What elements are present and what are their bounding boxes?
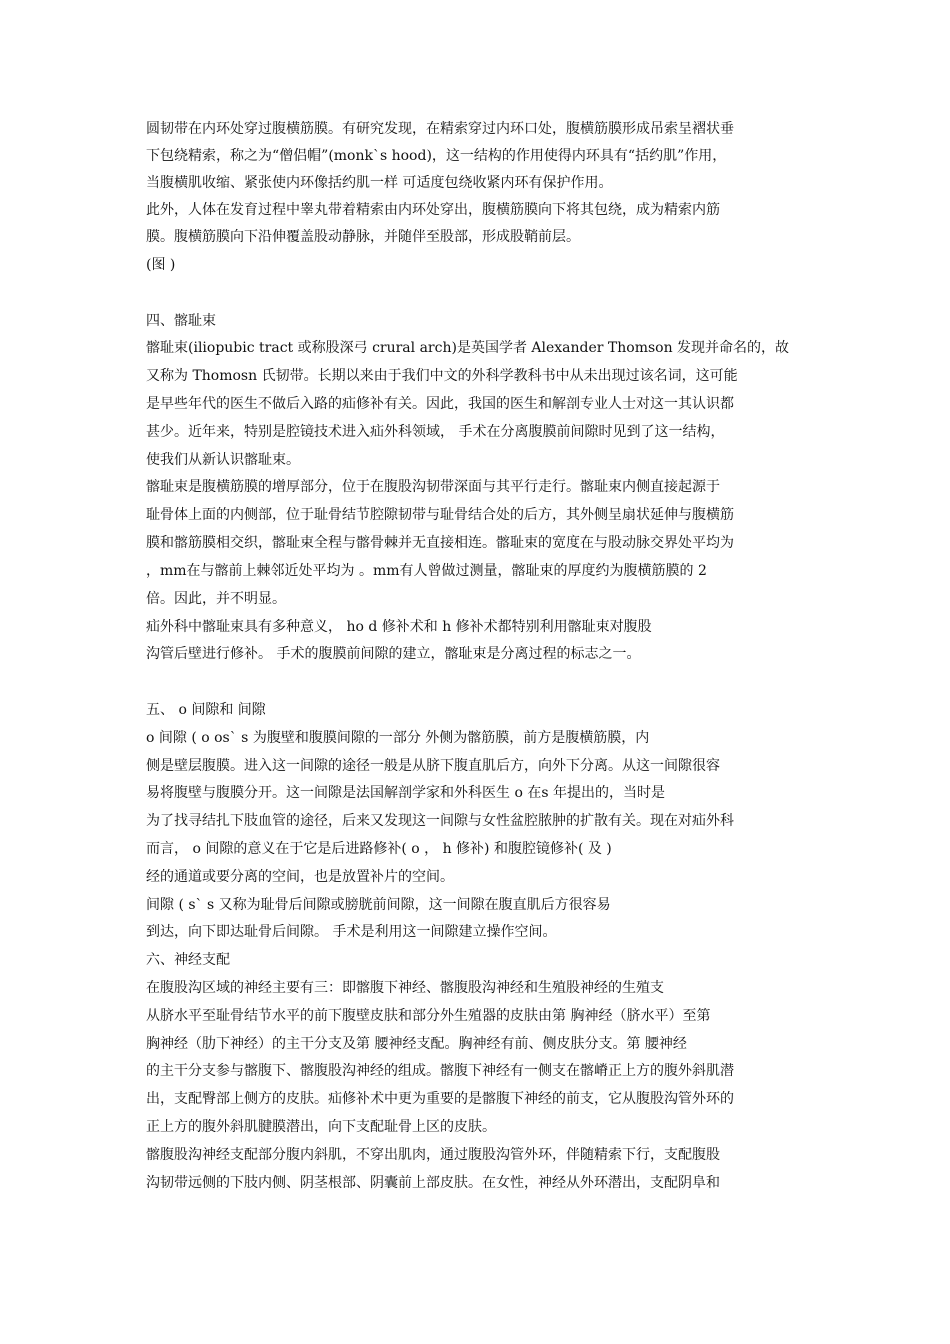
- paragraph-line: 在腹股沟区域的神经主要有三：即髂腹下神经、髂腹股沟神经和生殖股神经的生殖支: [146, 980, 664, 996]
- paragraph-line: 胸神经（肋下神经）的主干分支及第 腰神经支配。胸神经有前、侧皮肤分支。第 腰神经: [146, 1036, 687, 1052]
- paragraph-line: 膜和髂筋膜相交织，髂耻束全程与髂骨棘并无直接相连。髂耻束的宽度在与股动脉交界处平均为: [146, 535, 734, 551]
- section-heading: 五、 o 间隙和 间隙: [146, 702, 266, 718]
- paragraph-line: 为了找寻结扎下肢血管的途径，后来又发现这一间隙与女性盆腔脓肿的扩散有关。现在对疝外科: [146, 813, 734, 829]
- paragraph-line: 正上方的腹外斜肌腱膜潜出，向下支配耻骨上区的皮肤。: [146, 1119, 496, 1135]
- paragraph-line: ，mm在与髂前上棘邻近处平均为 。mm有人曾做过测量，髂耻束的厚度约为腹横筋膜的 2: [146, 563, 707, 579]
- paragraph-line: 到达，向下即达耻骨后间隙。 手术是利用这一间隙建立操作空间。: [146, 924, 557, 940]
- paragraph-line: 疝外科中髂耻束具有多种意义， ho d 修补术和 h 修补术都特别利用髂耻束对腹股: [146, 619, 652, 635]
- paragraph-line: 侧是壁层腹膜。进入这一间隙的途径一般是从脐下腹直肌后方，向外下分离。从这一间隙很容: [146, 758, 720, 774]
- paragraph-line: 膜。腹横筋膜向下沿伸覆盖股动静脉，并随伴至股部，形成股鞘前层。: [146, 229, 580, 245]
- paragraph-line: 倍。因此，并不明显。: [146, 591, 286, 607]
- paragraph-line: 出，支配臀部上侧方的皮肤。疝修补术中更为重要的是髂腹下神经的前支，它从腹股沟管外环的: [146, 1091, 734, 1107]
- paragraph-line: 髂耻束是腹横筋膜的增厚部分，位于在腹股沟韧带深面与其平行走行。髂耻束内侧直接起源于: [146, 479, 720, 495]
- paragraph-line: 下包绕精索，称之为“僧侣帽”(monk`s hood)，这一结构的作用使得内环具有“括约肌”作用，: [146, 148, 727, 164]
- paragraph-line: 髂耻束(iliopubic tract 或称股深弓 crural arch)是英国学者 Alexander Thomson 发现并命名的，故: [146, 340, 790, 356]
- paragraph-line: 是早些年代的医生不做后入路的疝修补有关。因此，我国的医生和解剖专业人士对这一其认识都: [146, 396, 734, 412]
- paragraph-line: 而言， o 间隙的意义在于它是后进路修补( o ， h 修补) 和腹腔镜修补( 及 ): [146, 841, 612, 857]
- section-heading: 六、神经支配: [146, 952, 230, 968]
- paragraph-line: 经的通道或要分离的空间，也是放置补片的空间。: [146, 869, 454, 885]
- paragraph-line: 当腹横肌收缩、紧张使内环像括约肌一样 可适度包绕收紧内环有保护作用。: [146, 175, 613, 191]
- paragraph-line: 间隙 ( s` s 又称为耻骨后间隙或膀胱前间隙，这一间隙在腹直肌后方很容易: [146, 897, 611, 913]
- paragraph-line: 圆韧带在内环处穿过腹横筋膜。有研究发现，在精索穿过内环口处，腹横筋膜形成吊索呈褶状垂: [146, 121, 734, 137]
- paragraph-line: 沟管后壁进行修补。 手术的腹膜前间隙的建立，髂耻束是分离过程的标志之一。: [146, 646, 641, 662]
- figure-reference: (图 ): [146, 257, 176, 273]
- paragraph-line: 又称为 Thomosn 氏韧带。长期以来由于我们中文的外科学教科书中从未出现过该名词，这可能: [146, 368, 738, 384]
- paragraph-line: o 间隙 ( o os` s 为腹壁和腹膜间隙的一部分 外侧为髂筋膜，前方是腹横筋膜，内: [146, 730, 650, 746]
- section-heading: 四、髂耻束: [146, 313, 216, 329]
- paragraph-line: 此外，人体在发育过程中睾丸带着精索由内环处穿出，腹横筋膜向下将其包绕，成为精索内筋: [146, 202, 720, 218]
- paragraph-line: 髂腹股沟神经支配部分腹内斜肌，不穿出肌肉，通过腹股沟管外环，伴随精索下行，支配腹股: [146, 1147, 720, 1163]
- paragraph-line: 甚少。近年来，特别是腔镜技术进入疝外科领域， 手术在分离腹膜前间隙时见到了这一结构，: [146, 424, 725, 440]
- paragraph-line: 从脐水平至耻骨结节水平的前下腹壁皮肤和部分外生殖器的皮肤由第 胸神经（脐水平）至第: [146, 1008, 711, 1024]
- paragraph-line: 耻骨体上面的内侧部，位于耻骨结节腔隙韧带与耻骨结合处的后方，其外侧呈扇状延伸与腹横筋: [146, 507, 734, 523]
- paragraph-line: 沟韧带远侧的下肢内侧、阴茎根部、阴囊前上部皮肤。在女性，神经从外环潜出，支配阴阜和: [146, 1175, 720, 1191]
- paragraph-line: 易将腹壁与腹膜分开。这一间隙是法国解剖学家和外科医生 o 在s 年提出的，当时是: [146, 785, 665, 801]
- paragraph-line: 使我们从新认识髂耻束。: [146, 452, 300, 468]
- paragraph-line: 的主干分支参与髂腹下、髂腹股沟神经的组成。髂腹下神经有一侧支在髂嵴正上方的腹外斜肌潜: [146, 1063, 734, 1079]
